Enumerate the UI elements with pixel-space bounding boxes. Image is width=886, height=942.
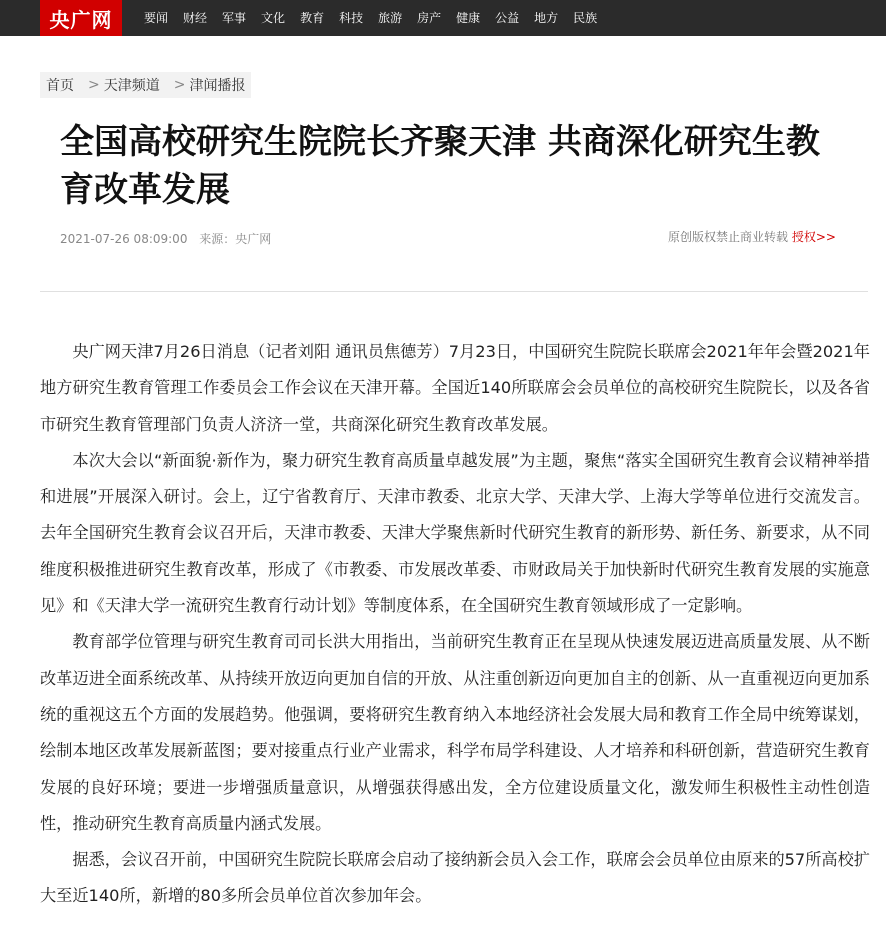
nav-item-education[interactable]: 教育 bbox=[300, 11, 325, 25]
top-nav-bar bbox=[0, 0, 886, 36]
copyright-text: 原创版权禁止商业转载 bbox=[668, 230, 789, 244]
article-paragraph: 据悉，会议召开前，中国研究生院院长联席会启动了接纳新会员入会工作，联席会会员单位由原来的57所高校扩大至近140所，新增的80多所会员单位首次参加年会。 bbox=[40, 850, 870, 906]
article-source: 来源：央广网 bbox=[199, 232, 272, 246]
nav-item-military[interactable]: 军事 bbox=[222, 11, 247, 25]
nav-item-health[interactable]: 健康 bbox=[456, 11, 481, 25]
breadcrumb-separator: > bbox=[88, 77, 100, 93]
article-paragraph: 央广网天津7月26日消息（记者刘阳 通讯员焦德芳）7月23日，中国研究生院院长联席会2021年年会暨2021年地方研究生教育管理工作委员会工作会议在天津开幕。全国近140所联席会会员单位的高校研究生院院长，以及各省市研究生教育管理部门负责人济济一堂，共商深化研究生教育改革发展。 bbox=[40, 342, 870, 434]
publish-date: 2021-07-26 08:09:00 bbox=[60, 232, 188, 246]
page-title: 全国高校研究生院院长齐聚天津 共商深化研究生教育改革发展 bbox=[60, 122, 820, 210]
divider bbox=[40, 291, 868, 292]
nav-item-ethnic[interactable]: 民族 bbox=[573, 11, 598, 25]
article-meta bbox=[60, 230, 279, 247]
article-body bbox=[40, 334, 870, 915]
nav-item-news[interactable]: 要闻 bbox=[144, 11, 169, 25]
copyright-notice bbox=[668, 228, 836, 245]
article-paragraph: 教育部学位管理与研究生教育司司长洪大用指出，当前研究生教育正在呈现从快速发展迈进高质量发展、从不断改革迈进全面系统改革、从持续开放迈向更加自信的开放、从注重创新迈向更加自主的创新、从一直重视迈向更加系统的重视这五个方面的发展趋势。他强调，要将研究生教育纳入本地经济社会发展大局和教育工作全局中统筹谋划，绘制本地区改革发展新蓝图；要对接重点行业产业需求，科学布局学科建设、人才培养和科研创新，营造研究生教育发展的良好环境；要进一步增强质量意识，从增强获得感出发，全方位建设质量文化，激发师生积极性主动性创造性，推动研究生教育高质量内涵式发展。 bbox=[40, 632, 870, 833]
main-nav bbox=[138, 0, 606, 36]
nav-item-realestate[interactable]: 房产 bbox=[417, 11, 442, 25]
nav-item-charity[interactable]: 公益 bbox=[495, 11, 520, 25]
breadcrumb-tianjin-channel[interactable]: 天津频道 bbox=[103, 78, 160, 94]
breadcrumb-separator: > bbox=[173, 77, 186, 93]
authorize-link[interactable]: 授权>> bbox=[791, 230, 836, 244]
nav-item-local[interactable]: 地方 bbox=[534, 11, 559, 25]
article-paragraph: 本次大会以“新面貌·新作为，聚力研究生教育高质量卓越发展”为主题，聚焦“落实全国研究生教育会议精神举措和进展”开展深入研讨。会上，辽宁省教育厅、天津市教委、北京大学、天津大学、上海大学等单位进行交流发言。去年全国研究生教育会议召开后，天津市教委、天津大学聚焦新时代研究生教育的新形势、新任务、新要求，从不同维度积极推进研究生教育改革，形成了《市教委、市发展改革委、市财政局关于加快新时代研究生教育发展的实施意见》和《天津大学一流研究生教育行动计划》等制度体系，在全国研究生教育领域形成了一定影响。 bbox=[40, 450, 870, 616]
nav-item-tech[interactable]: 科技 bbox=[339, 11, 364, 25]
site-logo[interactable]: 央广网 bbox=[40, 0, 122, 36]
nav-item-finance[interactable]: 财经 bbox=[183, 11, 208, 25]
nav-item-culture[interactable]: 文化 bbox=[261, 11, 286, 25]
breadcrumb-news-broadcast[interactable]: 津闻播报 bbox=[189, 78, 246, 94]
nav-item-travel[interactable]: 旅游 bbox=[378, 11, 403, 25]
breadcrumb-home[interactable]: 首页 bbox=[46, 78, 74, 94]
breadcrumb bbox=[40, 72, 251, 98]
